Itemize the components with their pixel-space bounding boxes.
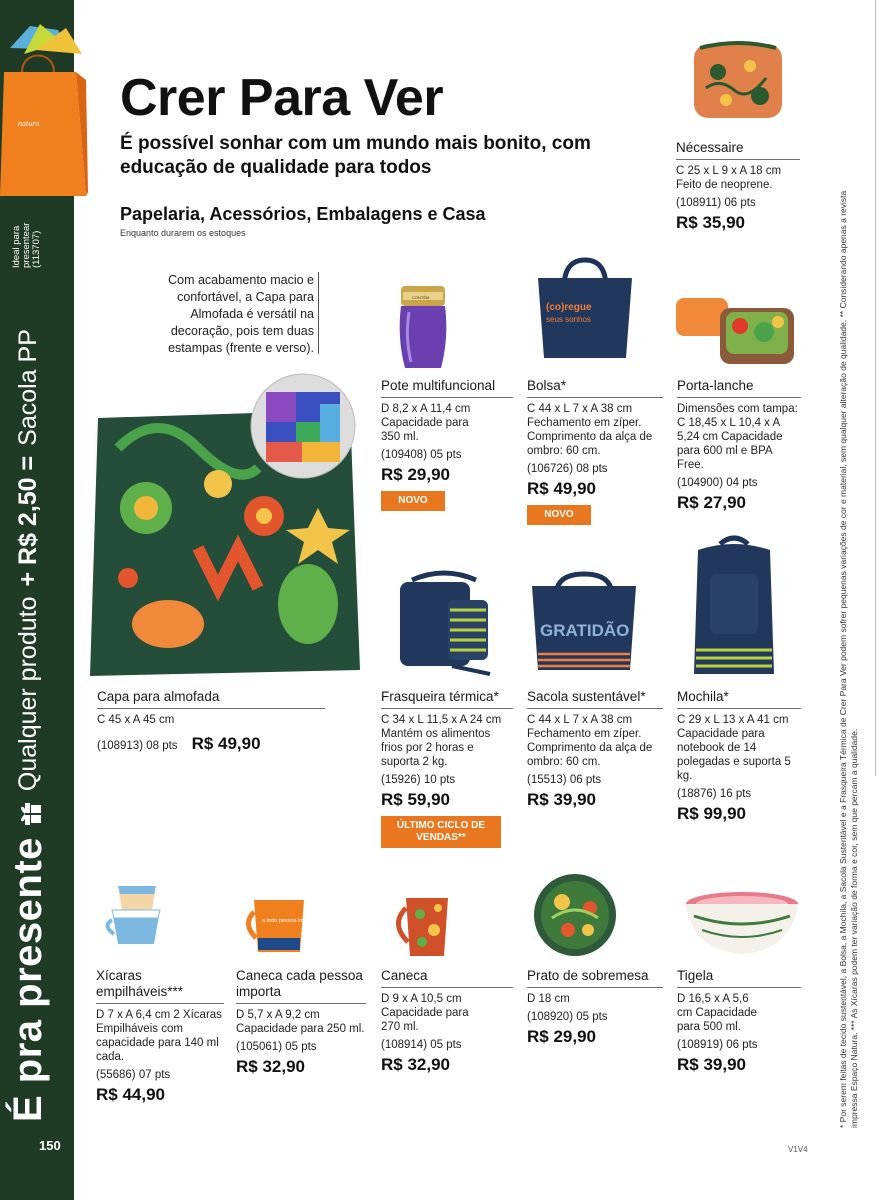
right-divider <box>875 0 876 776</box>
product-name: Prato de sobremesa <box>527 968 663 988</box>
caneca-cada-image <box>240 894 317 958</box>
product-price: R$ 29,90 <box>527 1027 596 1046</box>
product-price: R$ 27,90 <box>677 493 746 512</box>
product-frasqueira <box>381 689 513 848</box>
product-code: (104900) 04 pts <box>677 477 758 489</box>
product-name: Frasqueira térmica* <box>381 689 513 709</box>
portalanche-image <box>674 282 798 368</box>
product-name: Pote multifuncional <box>381 378 513 398</box>
product-xicaras <box>96 968 224 1105</box>
product-price: R$ 44,90 <box>96 1085 165 1104</box>
page-number: 150 <box>39 1138 61 1153</box>
product-price: R$ 59,90 <box>381 790 450 809</box>
product-name: Porta-lanche <box>677 378 801 398</box>
frasqueira-image <box>392 570 496 680</box>
product-sacola <box>527 689 663 810</box>
product-price: R$ 49,90 <box>527 479 596 498</box>
product-desc: D 5,7 x A 9,2 cm Capacidade para 250 ml. <box>236 1009 365 1035</box>
new-badge: NOVO <box>381 491 445 511</box>
pote-label-text: CONTÉM <box>412 295 430 300</box>
product-desc: C 34 x L 11,5 x A 24 cm Mantém os alimentos frios por 2 horas e suporta 2 kg. <box>381 714 502 768</box>
bolsa-print-line1: (co)regue <box>546 302 592 313</box>
product-name: Sacola sustentável* <box>527 689 663 709</box>
pillow-callout: Com acabamento macio e confortável, a Capa para Almofada é versátil na decoração, pois tem duas estampas (frente e verso). <box>168 273 314 355</box>
product-price: R$ 35,90 <box>676 213 745 232</box>
product-price: R$ 32,90 <box>381 1055 450 1074</box>
version-code: V1V4 <box>788 1145 808 1154</box>
product-code: (105061) 05 pts <box>236 1041 317 1053</box>
product-portalanche <box>677 378 801 513</box>
product-desc: Dimensões com tampa: C 18,45 x L 10,4 x A 5,24 cm Capacidade para 600 ml e BPA Free. <box>677 403 798 471</box>
mochila-image <box>684 534 784 684</box>
product-code: (55686) 07 pts <box>96 1069 171 1081</box>
product-price: R$ 39,90 <box>677 1055 746 1074</box>
caneca-image <box>390 894 452 960</box>
product-caneca <box>381 968 513 1075</box>
product-desc: C 44 x L 7 x A 38 cm Fechamento em zíper. Comprimento da alça de ombro: 60 cm. <box>527 403 653 457</box>
sidebar-offer <box>6 329 51 1122</box>
tigela-image <box>684 890 800 956</box>
prato-image <box>532 872 618 958</box>
product-mochila <box>677 689 801 824</box>
page-subtitle: É possível sonhar com um mundo mais bonito, com educação de qualidade para todos <box>120 133 591 178</box>
pillow-back-image <box>250 364 356 494</box>
product-pote <box>381 378 513 511</box>
category-heading: Papelaria, Acessórios, Embalagens e Casa <box>120 204 486 224</box>
product-code: (18876) 16 pts <box>677 788 752 800</box>
product-code: (108911) 06 pts <box>676 197 756 209</box>
product-name: Capa para almofada <box>97 689 325 709</box>
sacola-print-text: GRATIDÃO <box>540 621 630 640</box>
last-cycle-badge: ÚLTIMO CICLO DE VENDAS** <box>381 816 501 848</box>
pote-image <box>395 282 451 374</box>
product-desc: D 8,2 x A 11,4 cm Capacidade para 350 ml. <box>381 403 471 443</box>
product-capa <box>97 689 325 754</box>
product-caneca-cada <box>236 968 366 1077</box>
product-code: (108919) 06 pts <box>677 1039 758 1051</box>
new-badge: NOVO <box>527 505 591 525</box>
product-desc: C 25 x L 9 x A 18 cm Feito de neoprene. <box>676 165 782 191</box>
product-code: (15926) 10 pts <box>381 774 456 786</box>
product-code: (108920) 05 pts <box>527 1011 608 1023</box>
product-bolsa <box>527 378 663 525</box>
sidebar-headline: É pra presente <box>6 837 50 1122</box>
stock-note: Enquanto durarem os estoques <box>120 228 246 238</box>
product-price: R$ 49,90 <box>191 734 261 753</box>
bolsa-image <box>530 258 640 364</box>
product-price: R$ 99,90 <box>677 804 746 823</box>
product-prato <box>527 968 663 1047</box>
product-name: Tigela <box>677 968 801 988</box>
product-desc: D 9 x A 10,5 cm Capacidade para 270 ml. <box>381 993 469 1033</box>
disclaimer: * Por serem feitas de tecido sustentável, a Bolsa, a Mochila, a Sacola Sustentável e a Frasqueira Térmica de Crer Para Ver podem sofrer pequenas variações de cor e material, sem qualquer alteração de qualidade. ** Considerando apenas a revista impressa Espaço Natura. *** As Xícaras podem ter variação de forma e cor, sem que percam a qualidade. <box>838 190 859 1128</box>
product-desc: C 44 x L 7 x A 38 cm Fechamento em zíper. Comprimento da alça de ombro: 60 cm. <box>527 714 653 768</box>
product-code: (106726) 08 pts <box>527 463 608 475</box>
caneca-cada-print: a todo pessoa importa <box>262 918 317 924</box>
sacola-image <box>526 570 642 680</box>
gift-bag-image <box>0 20 88 210</box>
product-name: Caneca cada pessoa importa <box>236 968 366 1004</box>
product-name: Bolsa* <box>527 378 663 398</box>
bag-logo: natura <box>18 119 40 128</box>
product-code: (108913) 08 pts <box>97 740 178 752</box>
sidebar-note: Ideal para presentear (113707) <box>11 222 42 268</box>
product-price: R$ 29,90 <box>381 465 450 484</box>
product-name: Caneca <box>381 968 513 988</box>
necessaire-image <box>690 38 786 122</box>
product-desc: D 7 x A 6,4 cm 2 Xícaras Empilháveis com capacidade para 140 ml cada. <box>96 1009 222 1063</box>
product-name: Nécessaire <box>676 140 800 160</box>
product-code: (109408) 05 pts <box>381 449 462 461</box>
product-name: Mochila* <box>677 689 801 709</box>
bolsa-print-line2: seus sonhos <box>546 315 591 324</box>
product-name: Xícaras empilháveis*** <box>96 968 224 1004</box>
product-tigela <box>677 968 801 1075</box>
product-desc: D 16,5 x A 5,6 cm Capacidade para 500 ml. <box>677 993 757 1033</box>
sidebar-offer-text: Qualquer produto <box>14 596 42 792</box>
sidebar-offer-item: Sacola PP <box>14 329 42 446</box>
product-code: (108914) 05 pts <box>381 1039 462 1051</box>
gift-icon <box>16 801 42 827</box>
xicaras-image <box>104 880 164 952</box>
callout-divider <box>318 272 319 354</box>
product-price: R$ 39,90 <box>527 790 596 809</box>
sidebar <box>0 0 74 1200</box>
product-desc: C 29 x L 13 x A 41 cm Capacidade para notebook de 14 polegadas e suporta 5 kg. <box>677 714 791 782</box>
product-code: (15513) 06 pts <box>527 774 602 786</box>
product-desc: D 18 cm <box>527 993 570 1005</box>
page-title: Crer Para Ver <box>120 69 444 127</box>
product-desc: C 45 x A 45 cm <box>97 714 175 726</box>
product-price: R$ 32,90 <box>236 1057 305 1076</box>
sidebar-offer-price: + R$ 2,50 = <box>14 455 42 587</box>
product-necessaire <box>676 140 800 233</box>
